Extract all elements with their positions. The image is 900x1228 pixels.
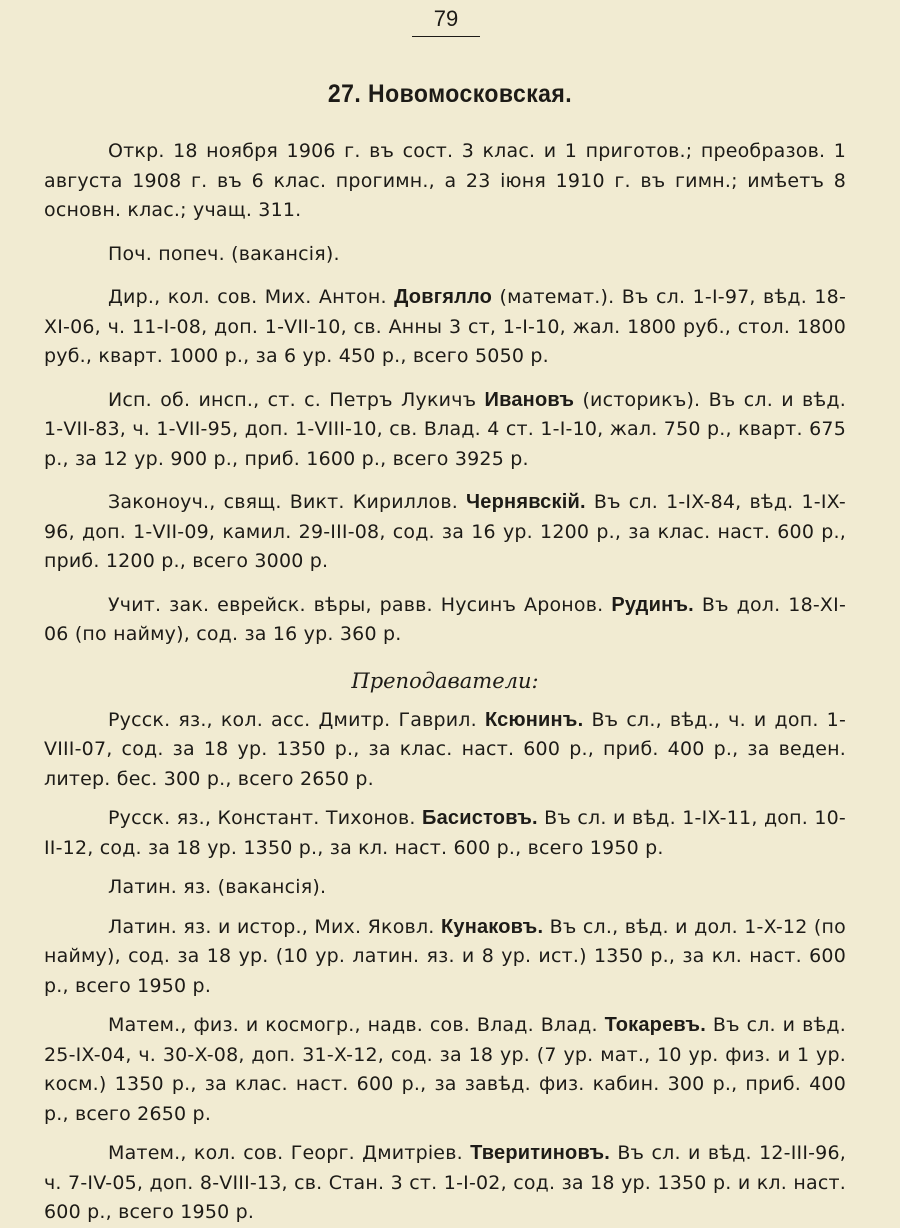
teacher-name: Кунаковъ. [440, 915, 544, 938]
teachers-section-title: Преподаватели: [351, 668, 539, 693]
staff-name: Чернявскій. [466, 491, 586, 513]
teacher-entry: Матем., физ. и космогр., надв. сов. Влад. Влад. Токаревъ. Въ сл. и вѣд. 25-IX-04, ч. 30-X-08, доп. 31-X-12, сод. за 18 ур. (7 ур. мат., 10 ур. физ. и 1 ур. косм.) 1350 р., за клас. наст. 600 р., за завѣд. физ. кабин. 300 р., приб. 400 р., всего 2650 р. [44, 1014, 847, 1125]
teacher-entry: Латин. яз. (вакансія). [108, 876, 327, 898]
intro-paragraph: Откр. 18 ноября 1906 г. въ сост. 3 клас. и 1 приготов.; преобразов. 1 августа 1908 г. въ 6 клас. прогимн., а 23 іюня 1910 г. въ гимн.; имѣетъ 8 основн. клас.; учащ. 311. [44, 140, 846, 221]
teacher-name: Токаревъ. [604, 1014, 706, 1036]
teacher-entry: Русск. яз., Констант. Тихонов. Басистовъ. Въ сл. и вѣд. 1-IX-11, доп. 10-II-12, сод. за 18 ур. 1350 р., за кл. наст. 600 р., всего 1950 р. [44, 807, 846, 859]
staff-entry-priest: Законоуч., свящ. Викт. Кириллов. Чернявскій. Въ сл. 1-IX-84, вѣд. 1-IX-96, доп. 1-VII-09, камил. 29-III-08, сод. за 16 ур. 1200 р., за клас. наст. 600 р., приб. 1200 р., всего 3000 р. [44, 491, 846, 572]
staff-name: Ивановъ [484, 388, 575, 411]
section-heading: 27. Новомосковская. [327, 80, 573, 108]
teacher-name: Ксюнинъ. [485, 708, 584, 731]
page-number: 79 [412, 6, 480, 37]
staff-name: Рудинъ. [611, 593, 694, 616]
staff-name: Довгялло [394, 286, 493, 308]
trustee-paragraph: Поч. попеч. (вакансія). [108, 242, 340, 265]
teacher-name: Басистовъ. [422, 807, 538, 829]
document-body [44, 137, 846, 1228]
teacher-name: Тверитиновъ. [470, 1142, 610, 1164]
teacher-entry: Латин. яз. и истор., Мих. Яковл. Кунаковъ. Въ сл., вѣд. и дол. 1-X-12 (по найму), сод. за 18 ур. (10 ур. латин. яз. и 8 ур. ист.) 1350 р., за кл. наст. 600 р., всего 1950 р. [44, 915, 846, 997]
staff-entry-inspector: Исп. об. инсп., ст. с. Петръ Лукичъ Ивановъ (историкъ). Въ сл. и вѣд. 1-VII-83, ч. 1-VII-95, доп. 1-VIII-10, св. Влад. 4 ст. 1-I-10, жал. 750 р., кварт. 675 р., за 12 ур. 900 р., приб. 1600 р., всего 3925 р. [44, 388, 846, 470]
teacher-entry: Матем., кол. сов. Георг. Дмитріев. Тверитиновъ. Въ сл. и вѣд. 12-III-96, ч. 7-IV-05, доп. 8-VIII-13, св. Стан. 3 ст. 1-I-02, сод. за 18 ур. 1350 р. и кл. наст. 600 р., всего 1950 р. [44, 1142, 847, 1223]
staff-entry-jewish-law-teacher: Учит. зак. еврейск. вѣры, равв. Нусинъ Аронов. Рудинъ. Въ дол. 18-XI-06 (по найму), сод. за 16 ур. 360 р. [44, 593, 846, 645]
staff-entry-director: Дир., кол. сов. Мих. Антон. Довгялло (математ.). Въ сл. 1-I-97, вѣд. 18-XI-06, ч. 11-I-08, доп. 1-VII-10, св. Анны 3 ст, 1-I-10, жал. 1800 руб., стол. 1800 руб., кварт. 1000 р., за 6 ур. 450 р., всего 5050 р. [44, 286, 847, 367]
teacher-entry: Русск. яз., кол. асс. Дмитр. Гаврил. Ксюнинъ. Въ сл., вѣд., ч. и доп. 1-VIII-07, сод. за 18 ур. 1350 р., за клас. наст. 600 р., приб. 400 р., за веден. литер. бес. 300 р., всего 2650 р. [44, 708, 847, 790]
